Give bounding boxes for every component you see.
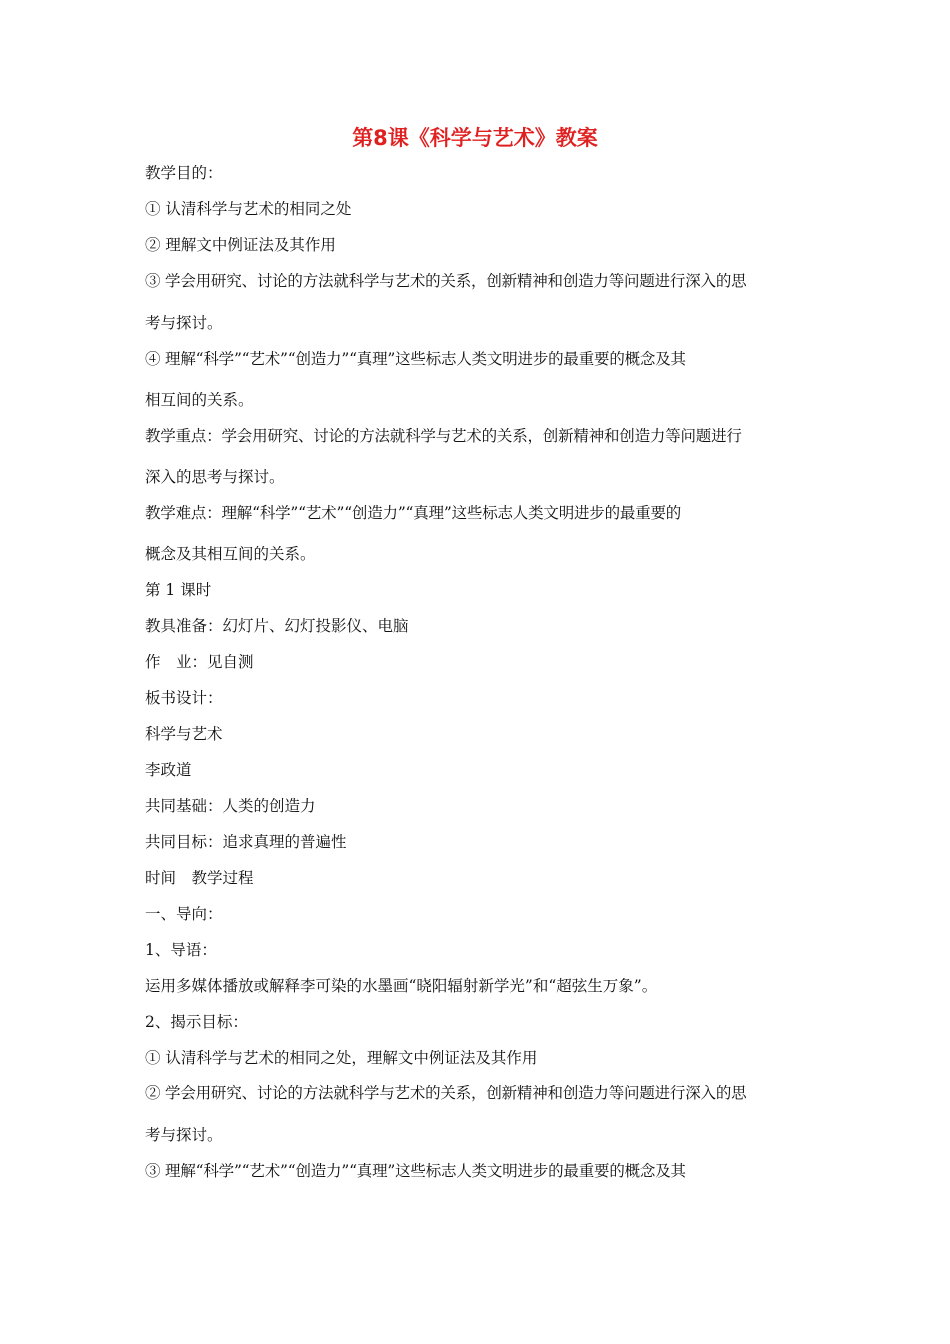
text-line: 考与探讨。 bbox=[145, 1126, 223, 1144]
text-line: ② 学会用研究、讨论的方法就科学与艺术的关系，创新精神和创造力等问题进行深入的思 bbox=[145, 1084, 747, 1102]
text-line: 第 1 课时 bbox=[145, 581, 212, 599]
text-line: 教学难点：理解“科学”“艺术”“创造力”“真理”这些标志人类文明进步的最重要的 bbox=[145, 504, 682, 522]
text-line: 概念及其相互间的关系。 bbox=[145, 545, 316, 563]
text-line: 运用多媒体播放或解释李可染的水墨画“晓阳辐射新学光”和“超弦生万象”。 bbox=[145, 977, 658, 995]
text-line: 李政道 bbox=[145, 761, 192, 779]
text-line: 1、导语： bbox=[145, 941, 217, 959]
text-line: ④ 理解“科学”“艺术”“创造力”“真理”这些标志人类文明进步的最重要的概念及其 bbox=[145, 350, 686, 368]
document-title: 第8课《科学与艺术》教案 bbox=[352, 126, 598, 150]
text-line: 板书设计： bbox=[145, 689, 223, 707]
text-line: ③ 理解“科学”“艺术”“创造力”“真理”这些标志人类文明进步的最重要的概念及其 bbox=[145, 1162, 686, 1180]
text-line: 考与探讨。 bbox=[145, 314, 223, 332]
text-line: 教具准备：幻灯片、幻灯投影仪、电脑 bbox=[145, 617, 409, 635]
text-line: 作 业：见自测 bbox=[145, 653, 254, 671]
text-line: 共同目标：追求真理的普遍性 bbox=[145, 833, 347, 851]
text-line: 科学与艺术 bbox=[145, 725, 223, 743]
text-line: 2、揭示目标： bbox=[145, 1013, 248, 1031]
text-line: 相互间的关系。 bbox=[145, 391, 254, 409]
text-line: ② 理解文中例证法及其作用 bbox=[145, 236, 336, 254]
text-line: 深入的思考与探讨。 bbox=[145, 468, 285, 486]
text-line: ① 认清科学与艺术的相同之处 bbox=[145, 200, 352, 218]
text-line: 教学重点：学会用研究、讨论的方法就科学与艺术的关系，创新精神和创造力等问题进行 bbox=[145, 427, 742, 445]
text-line: 共同基础：人类的创造力 bbox=[145, 797, 316, 815]
text-line: ③ 学会用研究、讨论的方法就科学与艺术的关系，创新精神和创造力等问题进行深入的思 bbox=[145, 272, 747, 290]
text-line: 一、导向： bbox=[145, 905, 223, 923]
text-line: 教学目的： bbox=[145, 164, 223, 182]
text-line: 时间 教学过程 bbox=[145, 869, 254, 887]
text-line: ① 认清科学与艺术的相同之处，理解文中例证法及其作用 bbox=[145, 1049, 538, 1067]
